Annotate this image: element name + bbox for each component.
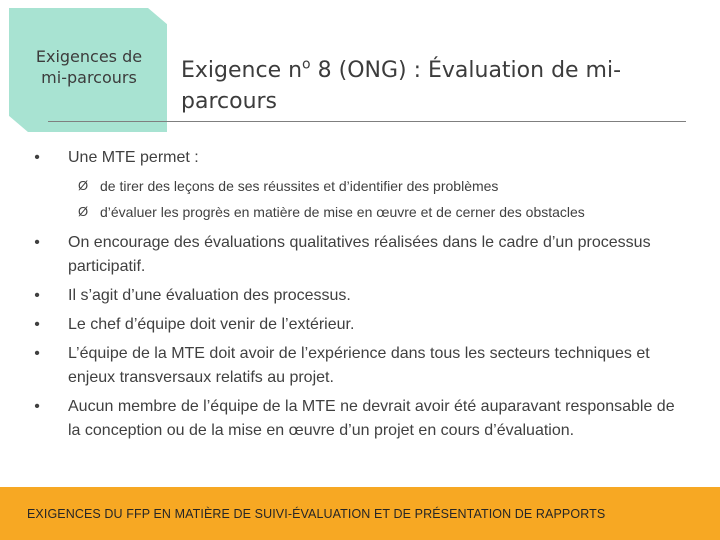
sub-bullet-item [78,199,690,225]
bullet-marker: • [34,398,40,415]
slide-title-suffix: 8 (ONG) : Évaluation de mi-parcours [181,58,622,114]
bullet-item [30,313,690,337]
bullet-text: On encourage des évaluations qualitatives réalisées dans le cadre d’un processus participatif. [68,234,651,275]
bullet-item [30,146,690,170]
bullet-marker: • [34,234,40,251]
bullet-list [30,146,690,443]
slide-title [181,55,701,117]
footer-bar [0,487,720,540]
bullet-item [30,342,690,390]
sub-bullet-list [30,173,690,225]
arrow-icon: Ø [78,178,89,193]
bullet-marker: • [34,287,40,304]
bullet-text: L’équipe de la MTE doit avoir de l’expérience dans tous les secteurs techniques et enjeux transversaux relatifs au projet. [68,345,650,386]
slide-title-superscript: o [302,56,311,73]
bullet-marker: • [34,345,40,362]
sub-bullet-text: de tirer des leçons de ses réussites et d’identifier des problèmes [100,178,499,194]
bullet-text: Aucun membre de l’équipe de la MTE ne devrait avoir été auparavant responsable de la conception ou de la mise en œuvre d’un projet en cours d’évaluation. [68,398,675,439]
slide-title-prefix: Exigence n [181,58,303,83]
bullet-item [30,284,690,308]
section-tab-label: Exigences de mi-parcours [35,47,143,87]
bullet-marker: • [34,149,40,166]
bullet-marker: • [34,316,40,333]
bullet-text: Une MTE permet : [68,149,199,166]
title-underline [48,121,686,122]
bullet-text: Le chef d’équipe doit venir de l’extérieur. [68,316,355,333]
arrow-icon: Ø [78,204,89,219]
bullet-text: Il s’agit d’une évaluation des processus. [68,287,351,304]
sub-bullet-item [78,173,690,199]
footer-text: EXIGENCES DU FFP EN MATIÈRE DE SUIVI-ÉVALUATION ET DE PRÉSENTATION DE RAPPORTS [27,507,606,521]
bullet-item [30,395,690,443]
sub-bullet-text: d’évaluer les progrès en matière de mise en œuvre et de cerner des obstacles [100,204,585,220]
bullet-item [30,231,690,279]
